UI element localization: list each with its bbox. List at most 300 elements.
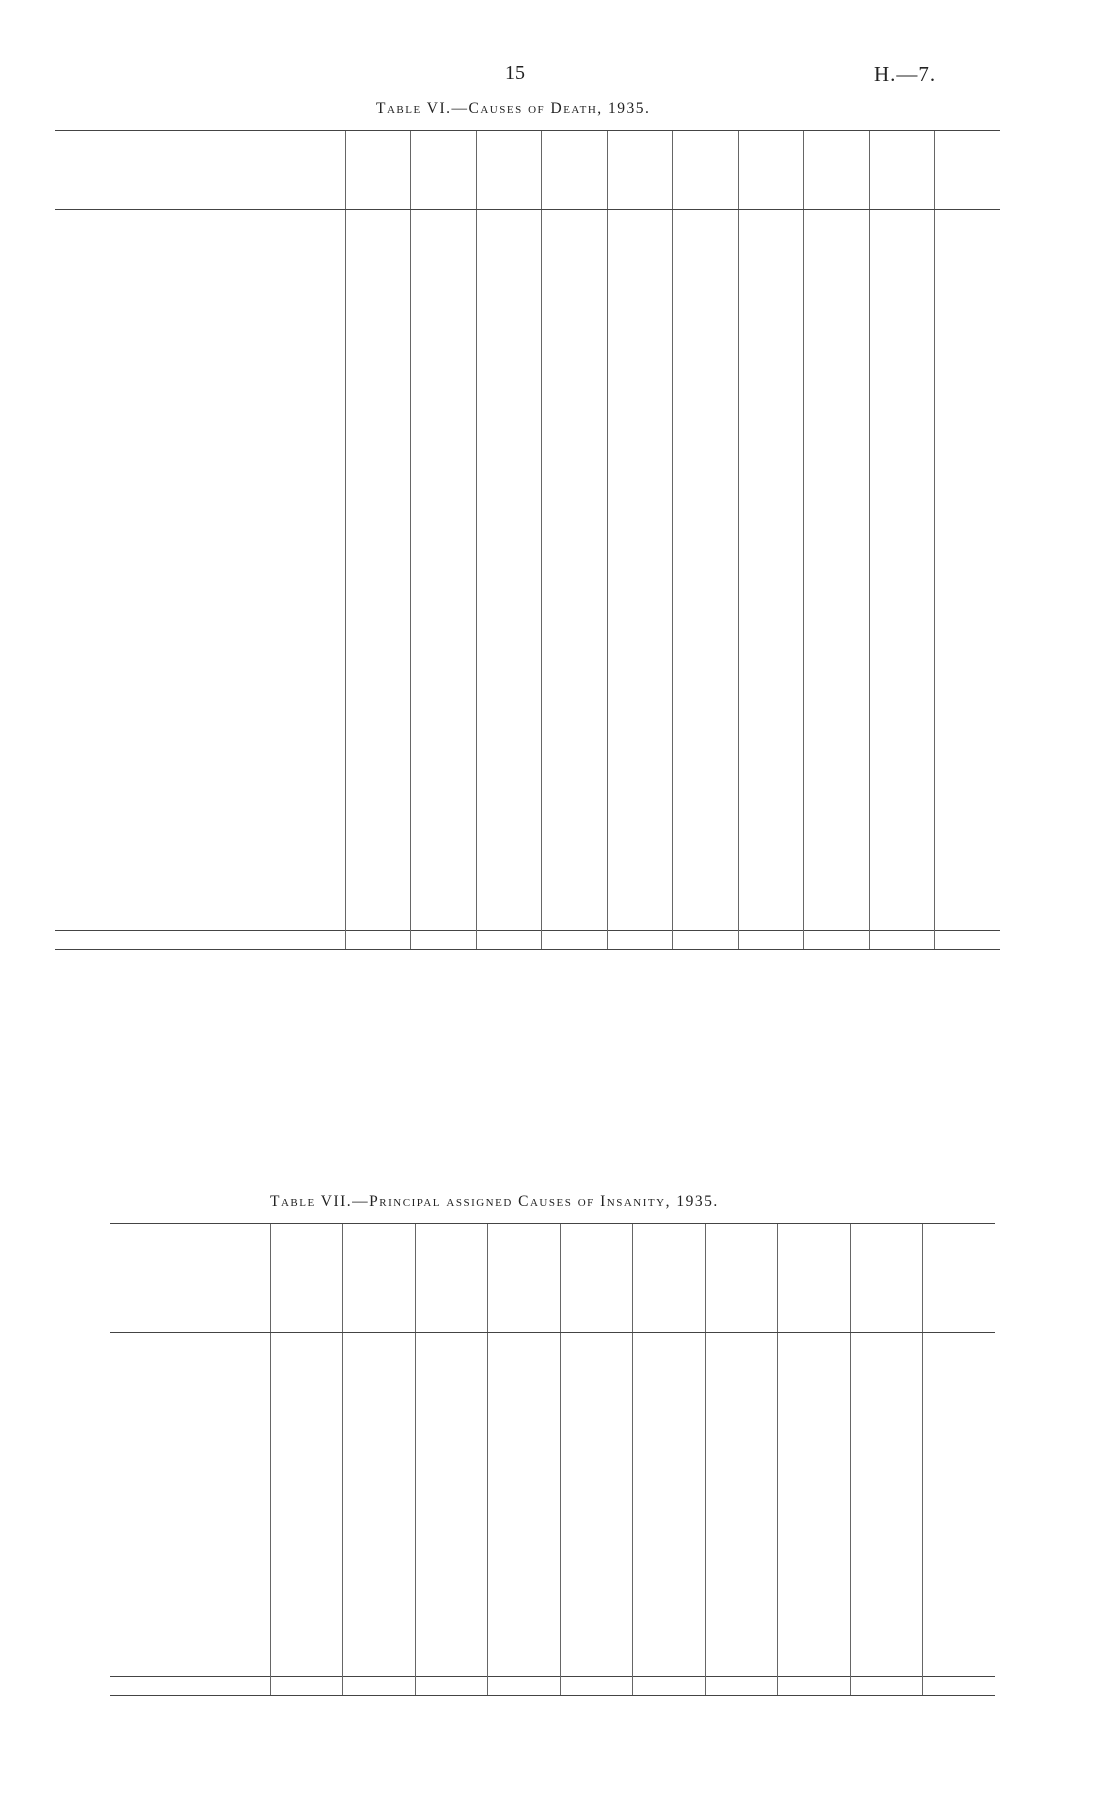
causes-header	[55, 131, 345, 210]
value-cell	[411, 442, 477, 458]
value-cell	[869, 567, 935, 583]
value-cell	[415, 1411, 488, 1427]
empty-cell	[476, 826, 542, 840]
empty-cell	[607, 855, 673, 869]
value-cell	[345, 474, 411, 490]
value-cell	[804, 567, 870, 583]
value-cell	[488, 1380, 561, 1396]
value-cell	[488, 1660, 561, 1676]
value-cell	[673, 380, 739, 396]
value-cell	[705, 1629, 778, 1645]
leader-dots	[260, 1567, 270, 1583]
value-cell	[476, 931, 542, 950]
column-header	[270, 1224, 343, 1333]
mf-cell	[343, 1333, 416, 1349]
value-cell	[607, 704, 673, 720]
value-cell	[673, 734, 739, 750]
mf-cell	[542, 210, 608, 226]
value-cell	[633, 1551, 706, 1567]
value-cell	[415, 1505, 488, 1521]
value-cell	[850, 1473, 923, 1489]
value-cell	[705, 1473, 778, 1489]
value-cell	[270, 1598, 343, 1614]
value-cell	[633, 1614, 706, 1630]
value-cell	[850, 1583, 923, 1599]
mf-cell	[673, 210, 739, 226]
value-cell	[476, 442, 542, 458]
cause-label	[55, 489, 325, 505]
value-cell	[345, 567, 411, 583]
value-cell	[738, 673, 804, 689]
value-cell	[673, 241, 739, 257]
value-cell	[869, 396, 935, 412]
value-cell	[705, 1489, 778, 1505]
value-cell	[804, 749, 870, 765]
value-cell	[542, 226, 608, 242]
cause-label	[55, 734, 325, 750]
value-cell	[673, 673, 739, 689]
value-cell	[270, 1660, 343, 1676]
value-cell	[488, 1427, 561, 1443]
value-cell	[345, 520, 411, 536]
value-cell	[935, 643, 1001, 659]
value-cell	[738, 643, 804, 659]
value-cell	[935, 810, 1001, 826]
column-header	[488, 1224, 561, 1333]
cause-label	[110, 1505, 260, 1521]
value-cell	[738, 380, 804, 396]
value-cell	[673, 272, 739, 288]
cause-label	[55, 335, 325, 351]
value-cell	[488, 1567, 561, 1583]
mf-cell	[869, 210, 935, 226]
value-cell	[935, 567, 1001, 583]
value-cell	[476, 474, 542, 490]
page-reference: H.—7.	[874, 62, 937, 86]
empty-cell	[542, 855, 608, 869]
table-row	[110, 1551, 995, 1567]
value-cell	[633, 1677, 706, 1696]
value-cell	[415, 1442, 488, 1458]
empty-cell	[673, 720, 739, 734]
value-cell	[673, 567, 739, 583]
cause-label	[110, 1614, 260, 1630]
value-cell	[869, 915, 935, 931]
value-cell	[738, 612, 804, 628]
value-cell	[345, 734, 411, 750]
table-row	[110, 1598, 995, 1614]
table-row	[55, 458, 1000, 474]
empty-cell	[935, 583, 1001, 597]
column-header	[804, 131, 870, 210]
value-cell	[345, 335, 411, 351]
table-row	[55, 380, 1000, 396]
leader-dots	[325, 567, 345, 583]
leader-dots	[260, 1364, 270, 1380]
value-cell	[923, 1677, 996, 1696]
table-row	[55, 536, 1000, 552]
table-row	[110, 1536, 995, 1552]
mf-cell	[607, 210, 673, 226]
value-cell	[488, 1645, 561, 1661]
value-cell	[476, 765, 542, 781]
cause-label	[110, 1660, 260, 1676]
empty-cell	[607, 659, 673, 673]
value-cell	[673, 899, 739, 915]
value-cell	[738, 505, 804, 521]
leader-dots	[260, 1598, 270, 1614]
cause-label	[110, 1489, 260, 1505]
table-row	[110, 1660, 995, 1676]
empty-cell	[476, 781, 542, 795]
value-cell	[345, 427, 411, 443]
cause-label	[55, 241, 325, 257]
value-cell	[673, 505, 739, 521]
value-cell	[270, 1458, 343, 1474]
empty-cell	[411, 781, 477, 795]
leader-dots	[325, 319, 345, 335]
table7-title: Table VII.—Principal assigned Causes of Insanity, 1935.	[270, 1193, 719, 1210]
value-cell	[476, 749, 542, 765]
value-cell	[343, 1567, 416, 1583]
value-cell	[869, 536, 935, 552]
value-cell	[411, 597, 477, 613]
cause-label	[55, 567, 325, 583]
value-cell	[869, 380, 935, 396]
value-cell	[270, 1551, 343, 1567]
value-cell	[705, 1442, 778, 1458]
value-cell	[607, 411, 673, 427]
value-cell	[411, 272, 477, 288]
leader-dots	[325, 810, 345, 826]
value-cell	[607, 272, 673, 288]
value-cell	[738, 795, 804, 811]
value-cell	[778, 1349, 851, 1365]
column-header	[673, 131, 739, 210]
table-row	[110, 1442, 995, 1458]
value-cell	[738, 241, 804, 257]
table-row	[110, 1520, 995, 1536]
value-cell	[345, 458, 411, 474]
totals-row	[110, 1677, 995, 1696]
table-row	[55, 689, 1000, 705]
value-cell	[633, 1645, 706, 1661]
value-cell	[411, 899, 477, 915]
value-cell	[345, 931, 411, 950]
value-cell	[935, 749, 1001, 765]
value-cell	[705, 1364, 778, 1380]
value-cell	[869, 795, 935, 811]
value-cell	[935, 272, 1001, 288]
value-cell	[738, 304, 804, 320]
column-header	[778, 1224, 851, 1333]
empty-cell	[869, 720, 935, 734]
leader-dots	[325, 505, 345, 521]
value-cell	[923, 1567, 996, 1583]
value-cell	[488, 1677, 561, 1696]
value-cell	[850, 1395, 923, 1411]
value-cell	[542, 673, 608, 689]
value-cell	[343, 1411, 416, 1427]
value-cell	[488, 1458, 561, 1474]
value-cell	[560, 1551, 633, 1567]
value-cell	[869, 628, 935, 644]
value-cell	[850, 1598, 923, 1614]
mf-cell	[923, 1333, 996, 1349]
value-cell	[633, 1473, 706, 1489]
leader-dots	[325, 288, 345, 304]
value-cell	[488, 1551, 561, 1567]
cause-label	[110, 1567, 260, 1583]
value-cell	[923, 1520, 996, 1536]
empty-cell	[345, 659, 411, 673]
value-cell	[411, 335, 477, 351]
value-cell	[607, 765, 673, 781]
value-cell	[542, 628, 608, 644]
table-row	[55, 272, 1000, 288]
value-cell	[488, 1629, 561, 1645]
value-cell	[804, 442, 870, 458]
value-cell	[607, 489, 673, 505]
empty-cell	[476, 659, 542, 673]
value-cell	[411, 505, 477, 521]
value-cell	[607, 915, 673, 931]
leader-dots	[325, 765, 345, 781]
table-row	[55, 226, 1000, 242]
empty-cell	[869, 583, 935, 597]
value-cell	[935, 241, 1001, 257]
value-cell	[673, 749, 739, 765]
column-header	[476, 131, 542, 210]
value-cell	[560, 1583, 633, 1599]
cause-label	[110, 1442, 260, 1458]
cause-label	[55, 257, 325, 273]
value-cell	[345, 597, 411, 613]
value-cell	[343, 1364, 416, 1380]
empty-cell	[738, 855, 804, 869]
value-cell	[607, 612, 673, 628]
value-cell	[345, 241, 411, 257]
value-cell	[738, 489, 804, 505]
value-cell	[560, 1660, 633, 1676]
value-cell	[673, 765, 739, 781]
value-cell	[738, 427, 804, 443]
empty-cell	[476, 366, 542, 380]
value-cell	[345, 380, 411, 396]
column-header	[923, 1224, 996, 1333]
table-row	[55, 915, 1000, 931]
value-cell	[415, 1427, 488, 1443]
value-cell	[411, 869, 477, 885]
leader-dots	[325, 304, 345, 320]
empty-cell	[935, 826, 1001, 840]
table-row	[110, 1427, 995, 1443]
value-cell	[869, 840, 935, 856]
table-row	[110, 1364, 995, 1380]
cause-label	[55, 795, 325, 811]
value-cell	[607, 458, 673, 474]
value-cell	[270, 1489, 343, 1505]
value-cell	[633, 1380, 706, 1396]
empty-cell	[804, 366, 870, 380]
mf-cell	[488, 1333, 561, 1349]
value-cell	[270, 1536, 343, 1552]
value-cell	[738, 226, 804, 242]
value-cell	[804, 765, 870, 781]
value-cell	[560, 1442, 633, 1458]
cause-label	[55, 673, 325, 689]
value-cell	[560, 1380, 633, 1396]
value-cell	[542, 288, 608, 304]
cause-label	[55, 840, 325, 856]
value-cell	[607, 689, 673, 705]
value-cell	[850, 1567, 923, 1583]
value-cell	[850, 1427, 923, 1443]
value-cell	[542, 749, 608, 765]
value-cell	[607, 673, 673, 689]
cause-label	[55, 551, 325, 567]
value-cell	[869, 869, 935, 885]
value-cell	[411, 520, 477, 536]
empty-cell	[345, 583, 411, 597]
value-cell	[935, 536, 1001, 552]
empty-cell	[345, 720, 411, 734]
table-row	[55, 869, 1000, 885]
value-cell	[343, 1551, 416, 1567]
cause-label	[55, 520, 325, 536]
table6-title: Table VI.—Causes of Death, 1935.	[376, 100, 651, 117]
value-cell	[869, 597, 935, 613]
cause-label	[55, 899, 325, 915]
value-cell	[345, 396, 411, 412]
value-cell	[607, 520, 673, 536]
value-cell	[345, 505, 411, 521]
value-cell	[673, 520, 739, 536]
value-cell	[560, 1629, 633, 1645]
value-cell	[850, 1645, 923, 1661]
value-cell	[345, 489, 411, 505]
value-cell	[343, 1660, 416, 1676]
value-cell	[607, 931, 673, 950]
value-cell	[935, 704, 1001, 720]
value-cell	[270, 1614, 343, 1630]
value-cell	[542, 612, 608, 628]
value-cell	[476, 304, 542, 320]
leader-dots	[325, 335, 345, 351]
mf-cell	[935, 210, 1001, 226]
value-cell	[542, 597, 608, 613]
empty-cell	[411, 659, 477, 673]
value-cell	[542, 567, 608, 583]
value-cell	[411, 536, 477, 552]
value-cell	[923, 1427, 996, 1443]
cause-label	[55, 869, 325, 885]
value-cell	[270, 1677, 343, 1696]
value-cell	[804, 597, 870, 613]
value-cell	[343, 1442, 416, 1458]
value-cell	[476, 350, 542, 366]
value-cell	[869, 551, 935, 567]
value-cell	[804, 411, 870, 427]
empty-cell	[345, 885, 411, 899]
value-cell	[673, 288, 739, 304]
empty-cell	[607, 781, 673, 795]
value-cell	[804, 272, 870, 288]
value-cell	[869, 288, 935, 304]
column-header	[411, 131, 477, 210]
column-header	[705, 1224, 778, 1333]
value-cell	[343, 1583, 416, 1599]
spacer-row	[55, 855, 1000, 869]
value-cell	[804, 241, 870, 257]
value-cell	[778, 1395, 851, 1411]
value-cell	[476, 489, 542, 505]
value-cell	[488, 1505, 561, 1521]
value-cell	[673, 551, 739, 567]
value-cell	[270, 1411, 343, 1427]
table-row	[110, 1567, 995, 1583]
leader-dots	[260, 1677, 270, 1696]
value-cell	[476, 319, 542, 335]
mf-cell	[411, 210, 477, 226]
leader-dots	[325, 489, 345, 505]
leader-dots	[260, 1442, 270, 1458]
value-cell	[850, 1520, 923, 1536]
value-cell	[935, 335, 1001, 351]
value-cell	[923, 1489, 996, 1505]
value-cell	[705, 1614, 778, 1630]
value-cell	[607, 628, 673, 644]
value-cell	[415, 1473, 488, 1489]
value-cell	[345, 749, 411, 765]
empty-cell	[411, 855, 477, 869]
value-cell	[738, 597, 804, 613]
value-cell	[345, 673, 411, 689]
value-cell	[270, 1349, 343, 1365]
value-cell	[673, 304, 739, 320]
value-cell	[673, 411, 739, 427]
value-cell	[935, 396, 1001, 412]
value-cell	[778, 1551, 851, 1567]
value-cell	[778, 1427, 851, 1443]
value-cell	[542, 489, 608, 505]
value-cell	[607, 226, 673, 242]
value-cell	[488, 1520, 561, 1536]
table-row	[55, 628, 1000, 644]
cause-label	[55, 643, 325, 659]
value-cell	[607, 734, 673, 750]
value-cell	[633, 1364, 706, 1380]
leader-dots	[325, 612, 345, 628]
value-cell	[850, 1380, 923, 1396]
column-header	[607, 131, 673, 210]
empty-cell	[804, 885, 870, 899]
cause-label	[55, 689, 325, 705]
value-cell	[411, 931, 477, 950]
value-cell	[935, 411, 1001, 427]
value-cell	[607, 597, 673, 613]
empty-cell	[607, 583, 673, 597]
empty-cell	[476, 720, 542, 734]
value-cell	[542, 899, 608, 915]
cause-label	[110, 1395, 260, 1411]
column-header	[738, 131, 804, 210]
value-cell	[411, 350, 477, 366]
value-cell	[476, 257, 542, 273]
value-cell	[738, 810, 804, 826]
value-cell	[923, 1629, 996, 1645]
value-cell	[923, 1349, 996, 1365]
